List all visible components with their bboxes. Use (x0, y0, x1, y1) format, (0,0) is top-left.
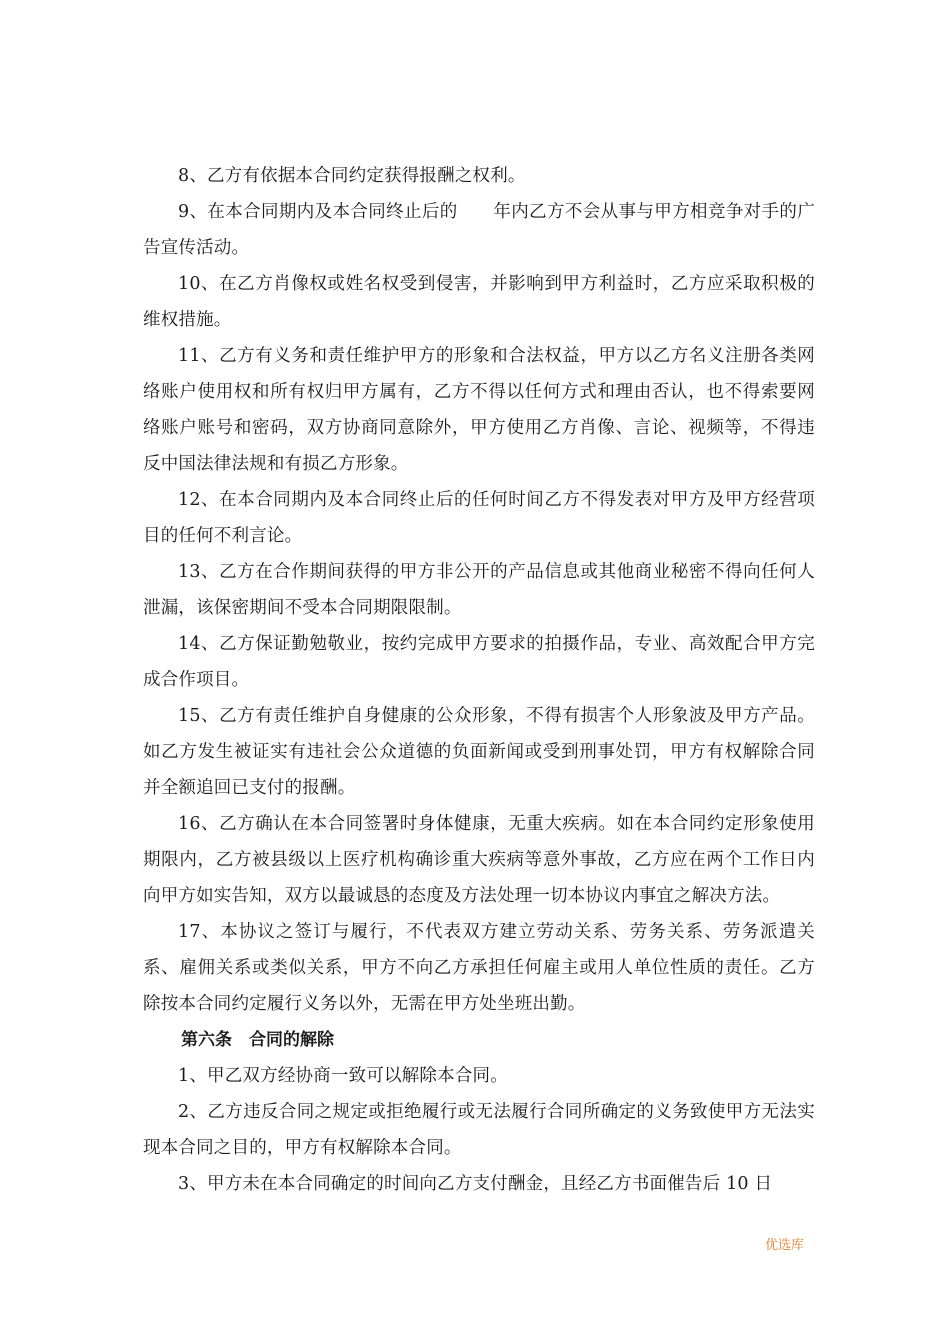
clause-14: 14、乙方保证勤勉敬业，按约完成甲方要求的拍摄作品，专业、高效配合甲方完成合作项目。 (143, 634, 815, 690)
clause-16: 16、乙方确认在本合同签署时身体健康，无重大疾病。如在本合同约定形象使用期限内，乙方被县级以上医疗机构确诊重大疾病等意外事故，乙方应在两个工作日内向甲方如实告知，双方以最诚恳的态度及方法处理一切本协议内事宜之解决方法。 (143, 814, 815, 906)
clause-17: 17、本协议之签订与履行，不代表双方建立劳动关系、劳务关系、劳务派遣关系、雇佣关系或类似关系，甲方不向乙方承担任何雇主或用人单位性质的责任。乙方除按本合同约定履行义务以外，无需在甲方处坐班出勤。 (143, 922, 815, 1014)
document-body (143, 158, 815, 1202)
clause-10: 10、在乙方肖像权或姓名权受到侵害，并影响到甲方利益时，乙方应采取积极的维权措施。 (143, 274, 815, 330)
clause-12: 12、在本合同期内及本合同终止后的任何时间乙方不得发表对甲方及甲方经营项目的任何不利言论。 (143, 490, 815, 546)
clause-13: 13、乙方在合作期间获得的甲方非公开的产品信息或其他商业秘密不得向任何人泄漏，该保密期间不受本合同期限限制。 (143, 562, 815, 618)
termination-clause-1: 1、甲乙双方经协商一致可以解除本合同。 (178, 1066, 508, 1086)
clause-9: 9、在本合同期内及本合同终止后的 年内乙方不会从事与甲方相竞争对手的广告宣传活动。 (143, 202, 815, 258)
clause-11: 11、乙方有义务和责任维护甲方的形象和合法权益，甲方以乙方名义注册各类网络账户使用权和所有权归甲方属有，乙方不得以任何方式和理由否认，也不得索要网络账户账号和密码，双方协商同意除外，甲方使用乙方肖像、言论、视频等，不得违反中国法律法规和有损乙方形象。 (143, 346, 815, 474)
footer-watermark: 优选库 (765, 1238, 805, 1253)
termination-clause-3: 3、甲方未在本合同确定的时间向乙方支付酬金，且经乙方书面催告后 10 日 (178, 1174, 773, 1194)
clause-8: 8、乙方有依据本合同约定获得报酬之权利。 (178, 166, 526, 186)
termination-clause-2: 2、乙方违反合同之规定或拒绝履行或无法履行合同所确定的义务致使甲方无法实现本合同之目的，甲方有权解除本合同。 (143, 1102, 815, 1158)
section-heading: 第六条 合同的解除 (181, 1030, 334, 1050)
clause-15: 15、乙方有责任维护自身健康的公众形象，不得有损害个人形象波及甲方产品。如乙方发生被证实有违社会公众道德的负面新闻或受到刑事处罚，甲方有权解除合同并全额追回已支付的报酬。 (143, 706, 815, 798)
